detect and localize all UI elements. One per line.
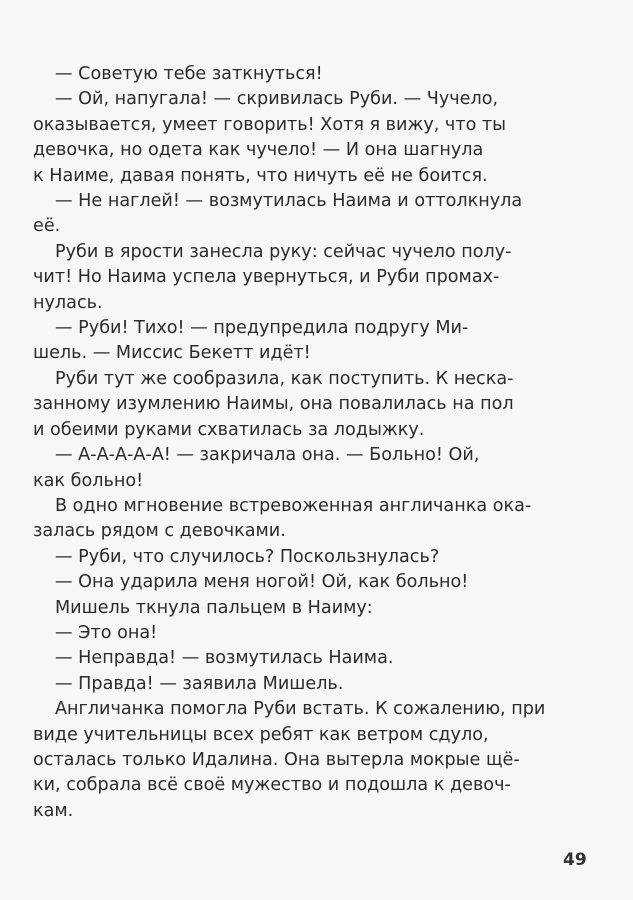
paragraph-1: — Советую тебе заткнуться! (55, 64, 323, 84)
paragraph-7: — А-А-А-А-А! — закричала она. — Больно! Ой, как больно! (33, 445, 480, 491)
paragraph-14: — Правда! — заявила Мишель. (55, 673, 344, 694)
paragraph-12: — Это она! (55, 622, 158, 643)
paragraph-8: В одно мгновение встревоженная англичанка ока- залась рядом с девочками. (33, 495, 532, 542)
paragraph-10: — Она ударила меня ногой! Ой, как больно! (55, 572, 469, 593)
paragraph-4: Руби в ярости занесла руку: сейчас чучело полу- чит! Но Наима успела увернуться, и Руби промах- нулась. (33, 241, 512, 313)
page-number: 49 (563, 850, 587, 870)
paragraph-6: Руби тут же сообразила, как поступить. К неска- занному изумлению Наимы, она повалилась на пол и обеими руками схватилась за лодыжку. (33, 368, 514, 440)
paragraph-15: Англичанка помогла Руби встать. К сожалению, при виде учительницы всех ребят как ветром сдуло, осталась только Идалина. Она вытерла мокрые щё- ки, собрала всё своё мужество и подошла к девоч- кам. (33, 699, 546, 821)
paragraph-5: — Руби! Тихо! — предупредила подругу Ми- шель. — Миссис Бекетт идёт! (33, 318, 469, 364)
paragraph-9: — Руби, что случилось? Поскользнулась? (55, 546, 440, 567)
paragraph-2: — Ой, напугала! — скривилась Руби. — Чучело, оказывается, умеет говорить! Хотя я вижу, что ты девочка, но одета как чучело! — И она шагнула к Наиме, давая понять, что ничуть её не боится. (33, 89, 507, 186)
paragraph-13: — Неправда! — возмутилась Наима. (55, 648, 394, 669)
paragraph-11: Мишель ткнула пальцем в Наиму: (55, 597, 373, 618)
paragraph-3: — Не наглей! — возмутилась Наима и оттолкнула её. (33, 191, 523, 237)
page-body (33, 62, 593, 824)
